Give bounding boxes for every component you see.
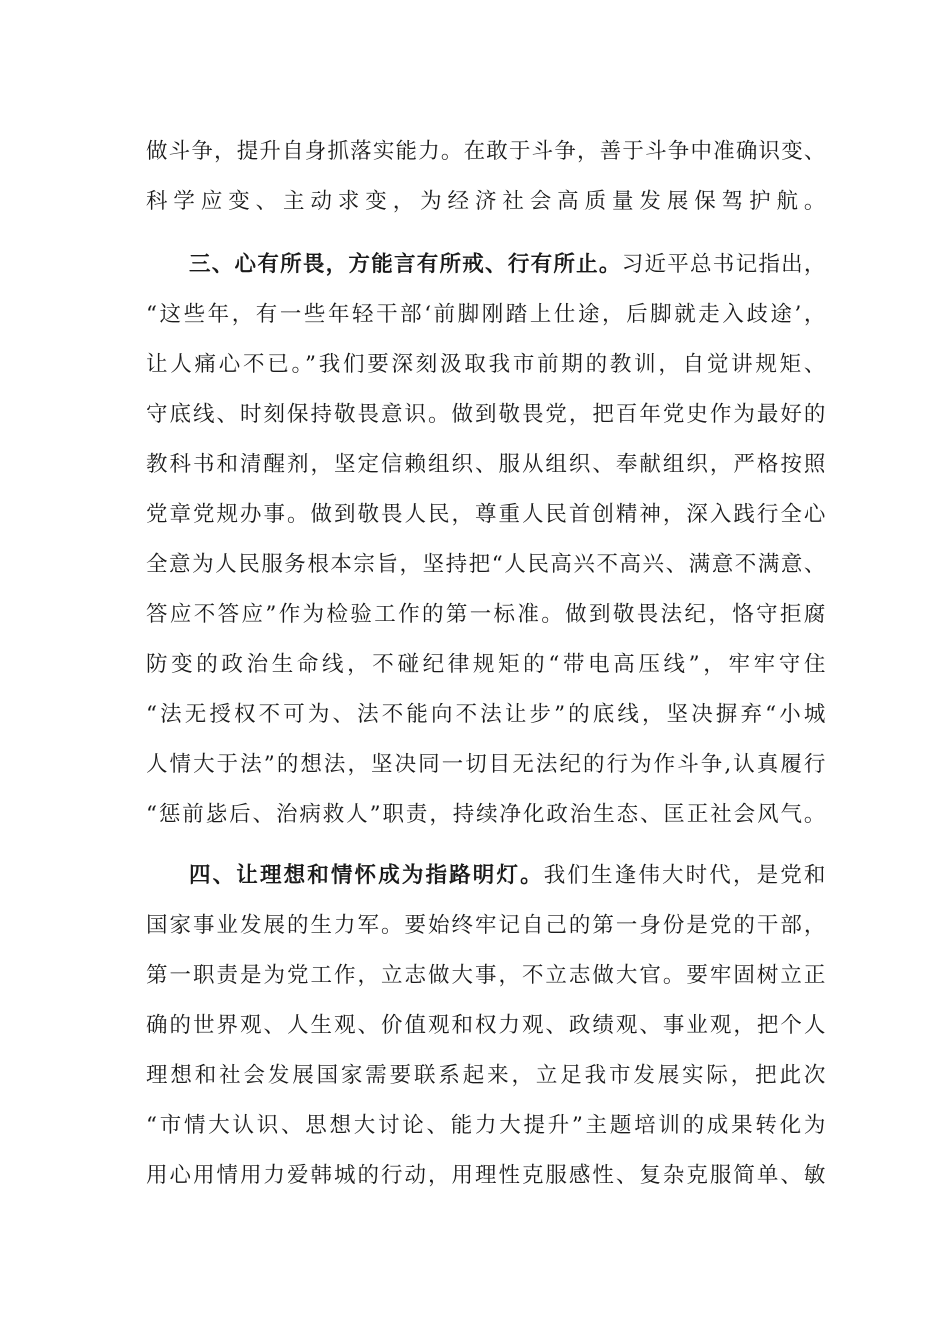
paragraph-2-line-9: 防变的政治生命线，不碰纪律规矩的“带电高压线”，牢牢守住 [146,652,830,677]
paragraph-3-line-2: 国家事业发展的生力军。要始终牢记自己的第一身份是党的干部， [146,913,828,938]
paragraph-2-line-1 [146,240,826,290]
paragraph-2-line-10: “法无授权不可为、法不能向不法让步”的底线，坚决摒弃“小城 [146,702,829,727]
paragraph-2-heading: 三、心有所畏，方能言有所戒、行有所止。 [189,252,622,277]
paragraph-2-line-4: 守底线、时刻保持敬畏意识。做到敬畏党，把百年党史作为最好的 [146,402,828,427]
paragraph-3-first-line-text: 我们生逢伟大时代，是党和 [543,863,828,888]
paragraph-3-line-5: 理想和社会发展国家需要联系起来，立足我市发展实际，把此次 [146,1063,829,1088]
paragraph-3-line-3: 第一职责是为党工作，立志做大事，不立志做大官。要牢固树立正 [146,963,828,988]
paragraph-2-first-line-text: 习近平总书记指出， [621,252,827,277]
paragraph-3-line-7: 用心用情用力爱韩城的行动，用理性克服感性、复杂克服简单、敏 [146,1163,828,1188]
paragraph-2-line-8: 答应不答应”作为检验工作的第一标准。做到敬畏法纪，恪守拒腐 [146,602,828,627]
paragraph-2-line-11: 人情大于法”的想法，坚决同一切目无法纪的行为作斗争,认真履行 [146,752,828,777]
paragraph-1-line-1: 做斗争，提升自身抓落实能力。在敢于斗争，善于斗争中准确识变、 [146,139,827,164]
paragraph-2-line-12: “惩前毖后、治病救人”职责，持续净化政治生态、匡正社会风气。 [146,802,828,827]
paragraph-2-line-6: 党章党规办事。做到敬畏人民，尊重人民首创精神，深入践行全心 [146,502,828,527]
paragraph-3-line-1 [146,851,826,901]
paragraph-2-line-7: 全意为人民服务根本宗旨，坚持把“人民高兴不高兴、满意不满意、 [146,552,827,577]
paragraph-2-line-5: 教科书和清醒剂，坚定信赖组织、服从组织、奉献组织，严格按照 [146,452,828,477]
paragraph-2-line-3: 让人痛心不已。”我们要深刻汲取我市前期的教训，自觉讲规矩、 [146,352,829,377]
paragraph-3-line-6: “市情大认识、思想大讨论、能力大提升”主题培训的成果转化为 [146,1113,829,1138]
paragraph-2-line-2: “这些年，有一些年轻干部‘前脚刚踏上仕途，后脚就走入歧途’， [146,302,828,327]
paragraph-3-line-4: 确的世界观、人生观、价值观和权力观、政绩观、事业观，把个人 [146,1013,828,1038]
paragraph-3-heading: 四、让理想和情怀成为指路明灯。 [189,863,544,888]
paragraph-1-line-2: 科学应变、主动求变，为经济社会高质量发展保驾护航。 [146,189,832,214]
